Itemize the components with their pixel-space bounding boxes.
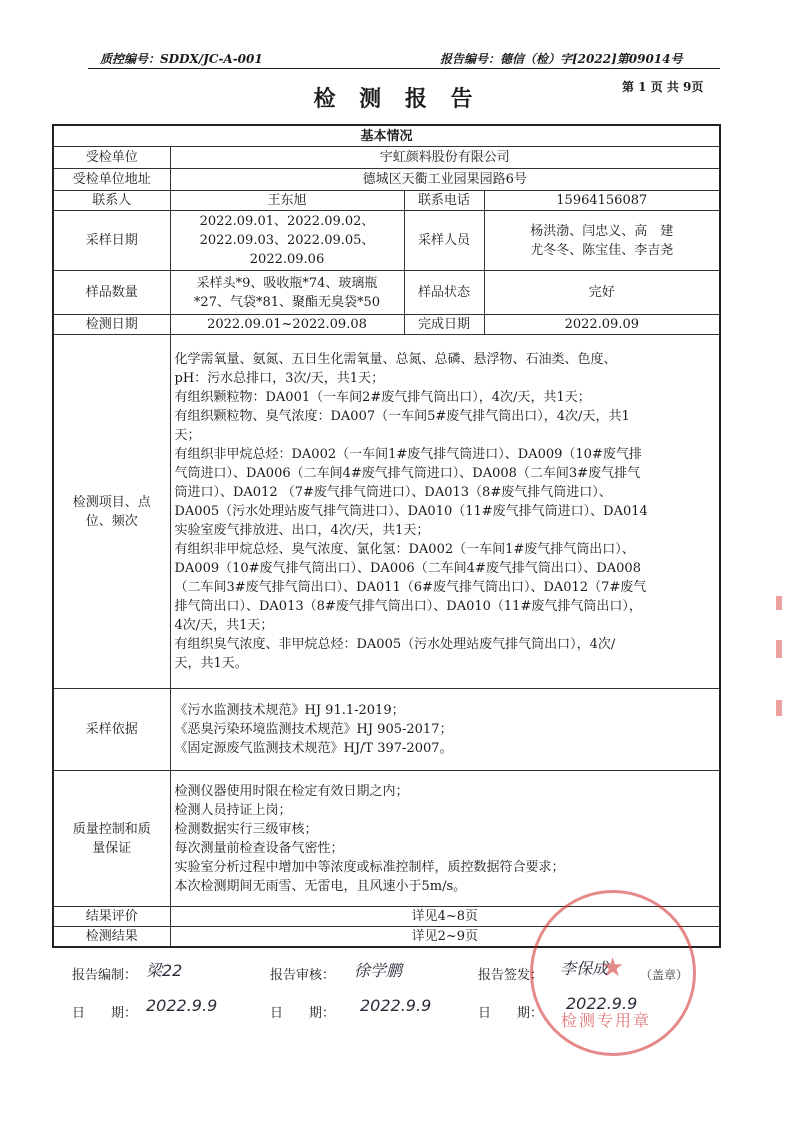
- contact-value: 王东旭: [170, 191, 404, 211]
- stamp-note: （盖章）: [640, 968, 689, 982]
- report-title: 检 测 报 告: [313, 86, 481, 112]
- date-signature-1: 2022.9.9: [146, 996, 218, 1015]
- test-date-value: 2022.09.01~2022.09.08: [170, 315, 404, 335]
- basic-info-table: [52, 124, 721, 948]
- report-number: 报告编号：德信（检）字[2022]第09014号: [440, 52, 683, 66]
- unit-value: 宇虹颜料股份有限公司: [170, 147, 720, 169]
- section-title: 基本情况: [53, 125, 720, 147]
- finish-date-value: 2022.09.09: [484, 315, 720, 335]
- reviewed-label: 报告审核：: [270, 968, 336, 983]
- basis-label: 采样依据: [53, 689, 170, 771]
- qc-value: 检测仪器使用时限在检定有效日期之内； 检测人员持证上岗； 检测数据实行三级审核； 每次测量前检查设备气密性； 实验室分析过程中增加中等浓度或标准控制样，质控数据符合要求； 本次检测期间无雨雪、无雷电，且风速小于5m/s。: [170, 771, 720, 907]
- sampling-date-value: 2022.09.01、2022.09.02、 2022.09.03、2022.09.05、 2022.09.06: [170, 211, 404, 271]
- issued-signature: 李保成: [560, 959, 609, 978]
- page-indicator: 第 1 页 共 9页: [622, 80, 704, 94]
- edge-seal-mark: [776, 700, 782, 716]
- seal-text: 检测专用章: [561, 1011, 652, 1030]
- sampling-date-label: 采样日期: [53, 211, 170, 271]
- seal-star-icon: ★: [601, 953, 625, 983]
- finish-date-label: 完成日期: [404, 315, 484, 335]
- test-result-value: 详见2~9页: [170, 927, 720, 948]
- result-eval-value: 详见4~8页: [170, 907, 720, 927]
- sample-state-value: 完好: [484, 271, 720, 315]
- sample-state-label: 样品状态: [404, 271, 484, 315]
- result-eval-label: 结果评价: [53, 907, 170, 927]
- phone-label: 联系电话: [404, 191, 484, 211]
- date-signature-3: 2022.9.9: [566, 994, 638, 1013]
- items-value: 化学需氧量、氨氮、五日生化需氧量、总氮、总磷、悬浮物、石油类、色度、 pH：污水总排口，3次/天，共1天； 有组织颗粒物：DA001（一车间2#废气排气筒出口），4次/天，共1天； 有组织颗粒物、臭气浓度：DA007（一车间5#废气排气筒出口），4次/天，共1 天； 有组织非甲烷总烃：DA002（一车间1#废气排气筒进口）、DA009（10#废气排 气筒进口）、DA006（二车间4#废气排气筒进口）、DA008（二车间3#废气排气 筒进口）、DA012 （7#废气排气筒进口）、DA013（8#废气排气筒进口）、 DA005（污水处理站废气排气筒进口）、DA010（11#废气排气筒进口）、DA014 实验室废气排放进、出口，4次/天，共1天； 有组织非甲烷总烃、臭气浓度、氯化氢：DA002（一车间1#废气排气筒出口）、 DA009（10#废气排气筒出口）、DA006（二车间4#废气排气筒出口）、DA008 （二车间3#废气排气筒出口）、DA011（6#废气排气筒出口）、DA012（7#废气 排气筒出口）、DA013（8#废气排气筒出口）、DA010（11#废气排气筒出口）， 4次/天，共1天； 有组织臭气浓度、非甲烷总烃：DA005（污水处理站废气排气筒出口），4次/ 天，共1天。: [170, 335, 720, 689]
- date-signature-2: 2022.9.9: [360, 996, 432, 1015]
- prepared-label: 报告编制：: [72, 968, 138, 983]
- prepared-signature: 梁22: [146, 961, 183, 980]
- phone-value: 15964156087: [484, 191, 720, 211]
- date-label-1: 日 期：: [72, 1006, 138, 1021]
- reviewed-signature: 徐学鹏: [354, 961, 403, 980]
- basis-value: 《污水监测技术规范》HJ 91.1-2019； 《恶臭污染环境监测技术规范》HJ 905-2017； 《固定源废气监测技术规范》HJ/T 397-2007。: [170, 689, 720, 771]
- date-label-2: 日 期：: [270, 1006, 336, 1021]
- test-date-label: 检测日期: [53, 315, 170, 335]
- date-label-3: 日 期：: [478, 1006, 544, 1021]
- header-divider: [88, 68, 720, 69]
- unit-label: 受检单位: [53, 147, 170, 169]
- contact-label: 联系人: [53, 191, 170, 211]
- test-result-label: 检测结果: [53, 927, 170, 948]
- edge-seal-mark: [776, 596, 782, 610]
- qc-number: 质控编号：SDDX/JC-A-001: [100, 52, 263, 66]
- qc-label: 质量控制和质 量保证: [53, 771, 170, 907]
- sampler-label: 采样人员: [404, 211, 484, 271]
- edge-seal-mark: [776, 640, 782, 658]
- sample-qty-label: 样品数量: [53, 271, 170, 315]
- sample-qty-value: 采样头*9、吸收瓶*74、玻璃瓶 *27、气袋*81、聚酯无臭袋*50: [170, 271, 404, 315]
- issued-label: 报告签发：: [478, 968, 544, 983]
- address-label: 受检单位地址: [53, 169, 170, 191]
- sampler-value: 杨洪渤、闫忠义、高 建 尤冬冬、陈宝佳、李吉尧: [484, 211, 720, 271]
- items-label: 检测项目、点 位、频次: [53, 335, 170, 689]
- address-value: 德城区天衢工业园果园路6号: [170, 169, 720, 191]
